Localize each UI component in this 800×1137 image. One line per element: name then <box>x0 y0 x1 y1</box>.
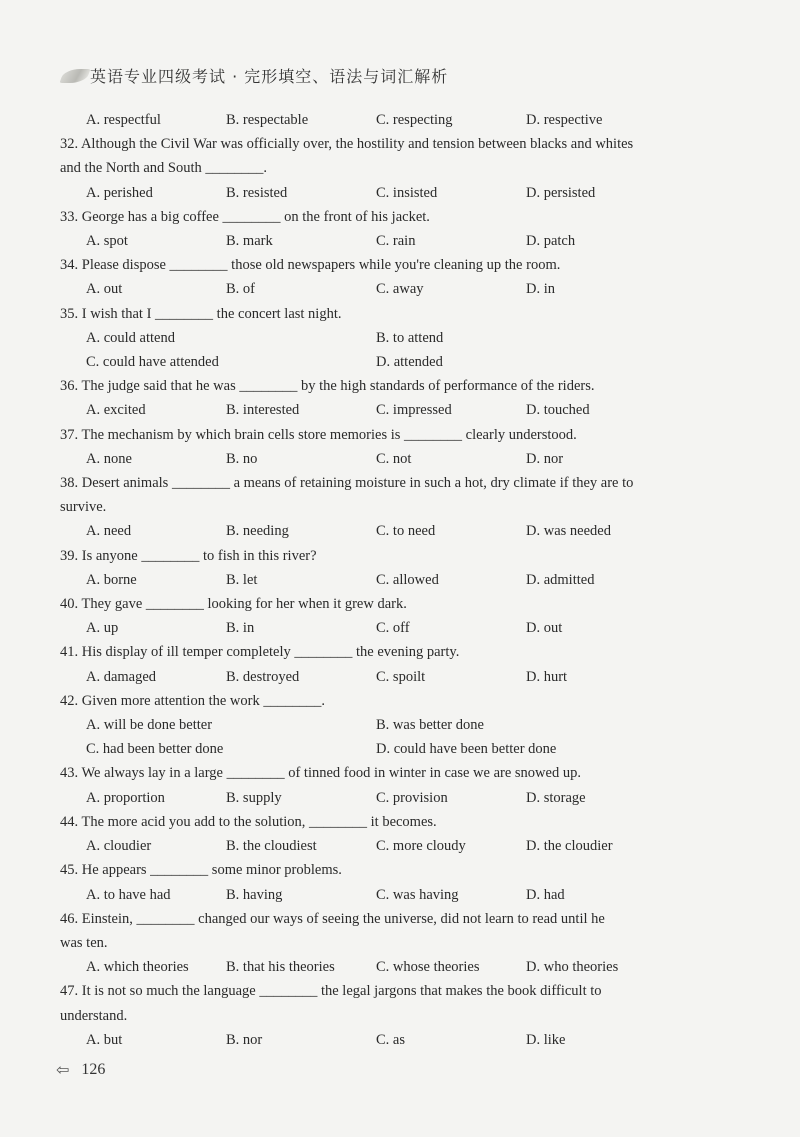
leaf-ornament-icon <box>59 69 90 83</box>
question-item <box>60 689 730 762</box>
answer-option: A. excited <box>86 402 146 419</box>
answer-option: B. mark <box>226 233 273 250</box>
question-stem-line: survive. <box>60 499 107 516</box>
answer-options <box>60 181 730 205</box>
answer-option: C. was having <box>376 886 459 903</box>
answer-option: C. insisted <box>376 184 438 201</box>
answer-option: B. respectable <box>226 112 309 128</box>
question-item <box>60 205 730 253</box>
question-stem-line: 37. The mechanism by which brain cells store memories is ________ clearly understood. <box>60 426 577 443</box>
answer-options <box>60 326 730 374</box>
question-item <box>60 302 730 375</box>
answer-option: B. of <box>226 281 255 298</box>
answer-option: A. need <box>86 523 132 540</box>
answer-option: D. out <box>526 620 563 637</box>
answer-option: D. had <box>526 886 565 903</box>
answer-options <box>60 398 730 422</box>
question-stem-line: 45. He appears ________ some minor problems. <box>60 862 342 879</box>
answer-options <box>60 955 730 979</box>
answer-option: C. off <box>376 620 410 637</box>
question-stem-line: 33. George has a big coffee ________ on the front of his jacket. <box>60 208 430 225</box>
question-list <box>60 108 730 1052</box>
page-number: 126 <box>81 1060 106 1078</box>
question-item <box>60 423 730 471</box>
answer-option: B. that his theories <box>226 959 335 976</box>
left-arrow-icon: ⇦ <box>56 1060 70 1079</box>
question-stem-line: 43. We always lay in a large ________ of tinned food in winter in case we are snowed up. <box>60 765 581 782</box>
answer-options <box>60 713 730 761</box>
answer-option: D. respective <box>526 112 603 128</box>
question-item <box>60 761 730 809</box>
answer-option: D. storage <box>526 789 586 806</box>
question-stem-line: 32. Although the Civil War was officially over, the hostility and tension between blacks and whites <box>60 136 634 153</box>
answer-option: C. as <box>376 1031 405 1048</box>
answer-option: B. no <box>226 450 258 467</box>
answer-option: D. touched <box>526 402 590 419</box>
answer-option: B. in <box>226 620 255 637</box>
answer-option: B. nor <box>226 1031 263 1048</box>
question-item <box>60 253 730 301</box>
answer-option: B. having <box>226 886 283 903</box>
question-item <box>60 108 730 132</box>
answer-option: D. patch <box>526 233 576 250</box>
answer-option: D. who theories <box>526 959 619 976</box>
answer-option: D. the cloudier <box>526 838 613 855</box>
question-stem-line: 38. Desert animals ________ a means of retaining moisture in such a hot, dry climate if they are to <box>60 475 634 492</box>
question-stem-line: 44. The more acid you add to the solution, ________ it becomes. <box>60 813 437 830</box>
answer-options <box>60 1028 730 1052</box>
question-stem-line: 47. It is not so much the language ________ the legal jargons that makes the book difficult to <box>60 983 602 1000</box>
question-stem-line: 42. Given more attention the work ________. <box>60 692 325 709</box>
answer-option: A. but <box>86 1031 123 1048</box>
answer-option: A. could attend <box>86 329 175 346</box>
question-item <box>60 471 730 544</box>
answer-option: B. interested <box>226 402 300 419</box>
answer-option: C. more cloudy <box>376 838 466 855</box>
answer-option: A. up <box>86 620 119 637</box>
question-stem-line: 39. Is anyone ________ to fish in this river? <box>60 547 317 564</box>
answer-option: C. could have attended <box>86 354 219 371</box>
answer-option: A. proportion <box>86 789 165 806</box>
answer-option: D. admitted <box>526 571 595 588</box>
answer-options <box>60 277 730 301</box>
answer-option: C. away <box>376 281 424 298</box>
answer-option: C. to need <box>376 523 436 540</box>
answer-option: B. destroyed <box>226 668 300 685</box>
answer-options <box>60 883 730 907</box>
answer-option: C. spoilt <box>376 668 426 685</box>
answer-options <box>60 665 730 689</box>
answer-options <box>60 786 730 810</box>
answer-option: A. which theories <box>86 959 189 976</box>
answer-option: D. was needed <box>526 523 611 540</box>
answer-option: D. like <box>526 1031 566 1048</box>
answer-options <box>60 229 730 253</box>
answer-option: D. attended <box>376 354 443 371</box>
answer-option: B. the cloudiest <box>226 838 317 855</box>
answer-option: D. in <box>526 281 555 298</box>
answer-option: B. let <box>226 571 258 588</box>
answer-options <box>60 108 730 132</box>
question-item <box>60 592 730 640</box>
answer-option: B. supply <box>226 789 282 806</box>
question-stem-line: understand. <box>60 1007 128 1024</box>
answer-option: B. was better done <box>376 717 484 734</box>
answer-options <box>60 568 730 592</box>
question-stem-line: 41. His display of ill temper completely ________ the evening party. <box>60 644 460 661</box>
answer-option: A. will be done better <box>86 717 213 734</box>
question-item <box>60 544 730 592</box>
running-header <box>62 64 448 87</box>
question-stem-line: 40. They gave ________ looking for her when it grew dark. <box>60 596 407 613</box>
answer-option: C. provision <box>376 789 448 806</box>
answer-option: B. to attend <box>376 329 444 346</box>
question-stem-line: 35. I wish that I ________ the concert last night. <box>60 305 342 322</box>
answer-options <box>60 447 730 471</box>
question-item <box>60 132 730 205</box>
answer-option: D. could have been better done <box>376 741 557 758</box>
question-item <box>60 640 730 688</box>
question-stem-line: 34. Please dispose ________ those old newspapers while you're cleaning up the room. <box>60 257 561 274</box>
answer-option: C. had been better done <box>86 741 224 758</box>
question-stem-line: and the North and South ________. <box>60 160 268 177</box>
question-item <box>60 374 730 422</box>
page-footer <box>56 1060 105 1079</box>
answer-option: C. not <box>376 450 412 467</box>
header-title: 英语专业四级考试 · 完形填空、语法与词汇解析 <box>90 67 449 86</box>
question-stem-line: was ten. <box>60 934 108 951</box>
question-item <box>60 810 730 858</box>
answer-option: A. damaged <box>86 668 157 685</box>
question-stem-line: 46. Einstein, ________ changed our ways of seeing the universe, did not learn to read until he <box>60 910 605 927</box>
answer-option: D. hurt <box>526 668 568 685</box>
answer-option: C. respecting <box>376 112 453 128</box>
answer-options <box>60 834 730 858</box>
answer-option: B. resisted <box>226 184 288 201</box>
question-item <box>60 907 730 980</box>
answer-option: C. rain <box>376 233 416 250</box>
answer-option: C. allowed <box>376 571 439 588</box>
answer-option: C. impressed <box>376 402 452 419</box>
answer-option: A. cloudier <box>86 838 152 855</box>
answer-option: A. respectful <box>86 112 161 128</box>
answer-option: A. out <box>86 281 123 298</box>
question-item <box>60 858 730 906</box>
answer-option: D. persisted <box>526 184 596 201</box>
answer-option: B. needing <box>226 523 289 540</box>
answer-option: D. nor <box>526 450 564 467</box>
answer-option: A. none <box>86 450 132 467</box>
answer-option: A. perished <box>86 184 153 201</box>
question-stem-line: 36. The judge said that he was ________ by the high standards of performance of the riders. <box>60 378 595 395</box>
answer-option: A. to have had <box>86 886 171 903</box>
answer-option: A. borne <box>86 571 137 588</box>
answer-option: C. whose theories <box>376 959 480 976</box>
answer-option: A. spot <box>86 233 128 250</box>
answer-options <box>60 616 730 640</box>
answer-options <box>60 519 730 543</box>
question-item <box>60 979 730 1052</box>
